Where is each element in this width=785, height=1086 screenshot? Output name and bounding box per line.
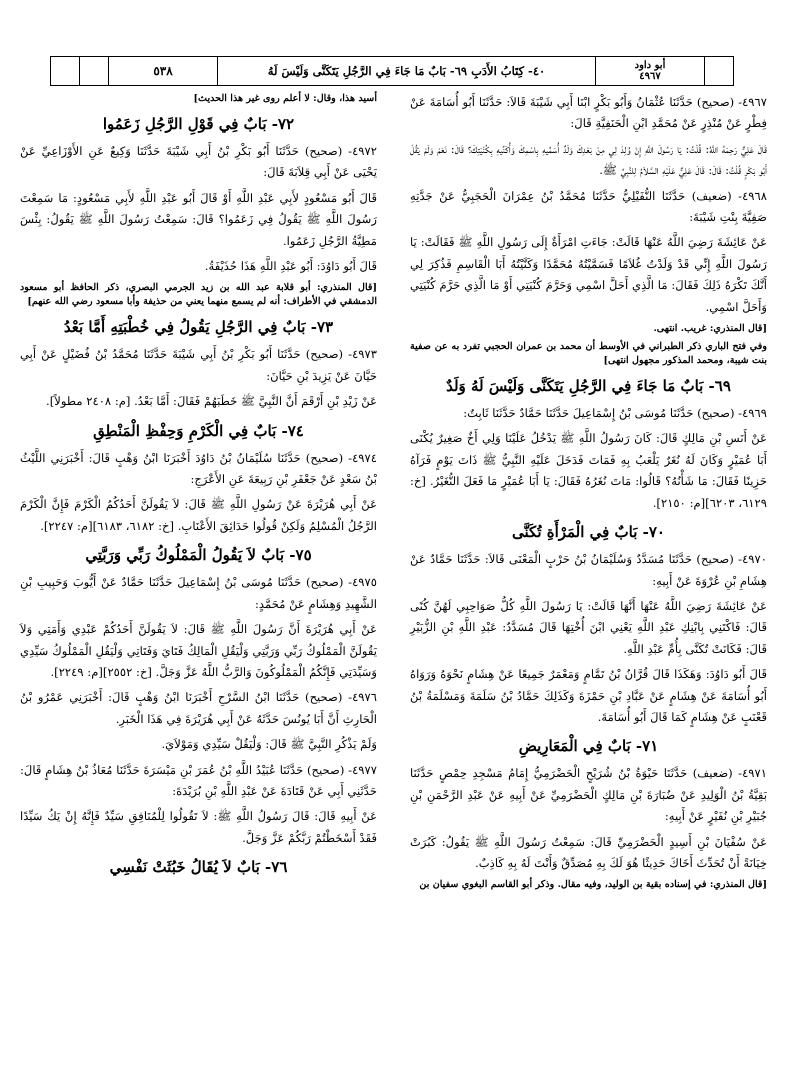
hadith-paragraph: ٤٩٧٦- (صحيح) حَدَّثَنَا ابْنُ السَّرْحِ أَخْبَرَنَا ابْنُ وَهْبٍ قَالَ: أَخْبَرَنِي عَمْرُو بْنُ الْحَارِثِ أَنَّ أَبَا يُونُسَ حَدَّثَهُ عَنْ أَبِي هُرَيْرَةَ فِي هَذَا الْخَبَرِ. [20,690,377,726]
commentary-note: [قال المنذري: أبو قلابة عبد الله بن زيد الجرمي البصري، ذكر الحافظ أبو مسعود الدمشقي في الأطراف: أنه لم يسمع منهما يعني من حذيفة وأبا مسعود رضي الله عنهم] [20,282,377,308]
chapter-heading: ٧٦- بَابٌ لاَ يُقَالُ خَبُثَتْ نَفْسِي [109,858,288,877]
hadith-paragraph: قَالَ عَلِيٌّ رَحِمَهُ اللَّهُ: قُلْتُ: يَا رَسُولَ اللَّهِ إِنْ وُلِدَ لِي مِنْ بَعْدِكَ وَلَدٌ أُسَمِّيهِ بِاسْمِكَ وَأُكَنِّيهِ بِكُنْيَتِكَ؟ قَالَ: نَعَمْ وَلَمْ يَقُلْ أَبُو بَكْرٍ قُلْتُ: قَالَ: قَالَ عَلِيٌّ عَلَيْهِ السَّلاَمُ لِلنَّبِيِّ ﷺ. [410,141,767,178]
right-column [410,92,767,896]
chapter-heading: ٧١- بَابٌ فِي الْمَعَارِيضِ [518,737,659,756]
hadith-paragraph: عَنْ أَبِي هُرَيْرَةَ أَنَّ رَسُولَ اللَّهِ ﷺ قَالَ: لاَ يَقُولَنَّ أَحَدُكُمْ عَبْدِي وَأَمَتِي وَلاَ يَقُولَنَّ الْمَمْلُوكُ رَبِّي وَرَبَّتِي وَلْيَقُلِ الْمَالِكُ فَتَايَ وَفَتَاتِي وَلْيَقُلِ الْمَمْلُوكُ سَيِّدِي وَسَيِّدَتِي فَإِنَّكُمُ الْمَمْلُوكُونَ وَالرَّبُّ اللَّهُ عَزَّ وَجَلَّ. [خ: ٢٥٥٢][م: ٢٢٤٩]. [20,622,377,679]
hadith-paragraph: ٤٩٧٥- (صحيح) حَدَّثَنَا مُوسَى بْنُ إِسْمَاعِيلَ حَدَّثَنَا حَمَّادٌ عَنْ أَيُّوبَ وَحَبِيبِ بْنِ الشَّهِيدِ وَهِشَامٍ عَنْ مُحَمَّدٍ: [20,575,377,611]
running-header [50,56,734,86]
hadith-paragraph: ٤٩٧٣- (صحيح) حَدَّثَنَا أَبُو بَكْرِ بْنُ أَبِي شَيْبَةَ حَدَّثَنَا مُحَمَّدُ بْنُ فُضَيْلٍ عَنْ أَبِي حَيَّانَ عَنْ يَزِيدَ بْنِ حَيَّانَ: [20,347,377,383]
hadith-paragraph: وَلَمْ يَذْكُرِ النَّبِيَّ ﷺ قَالَ: وَلْيَقُلْ سَيِّدِي وَمَوْلاَيَ. [161,737,377,752]
chapter-heading: ٧٢- بَابٌ فِي قَوْلِ الرَّجُلِ زَعَمُوا [102,115,295,133]
hadith-paragraph: عَنْ عَائِشَةَ رَضِيَ اللَّهُ عَنْهَا أَنَّهَا قَالَتْ: يَا رَسُولَ اللَّهِ كُلُّ صَوَاحِبِي لَهُنَّ كُنًى قَالَ: فَاكْتَنِي بِابْنِكِ عَبْدِ اللَّهِ يَعْنِي ابْنَ أُخْتِهَا قَالَ مُسَدَّدٌ: عَبْدِ اللَّهِ بْنِ الزُّبَيْرِ قَالَ: فَكَانَتْ تُكَنَّى بِأُمِّ عَبْدِ اللَّهِ. [410,598,767,656]
hadith-paragraph: عَنْ عَائِشَةَ رَضِيَ اللَّهُ عَنْهَا قَالَتْ: جَاءَتِ امْرَأَةٌ إِلَى رَسُولِ اللَّهِ ﷺ فَقَالَتْ: يَا رَسُولَ اللَّهِ إِنِّي قَدْ وَلَدْتُ غُلاَمًا فَسَمَّيْتُهُ مُحَمَّدًا وَكَنَّيْتُهُ أَبَا الْقَاسِمِ فَذُكِرَ لِي أَنَّكَ تَكْرَهُ ذَلِكَ فَقَالَ: مَا الَّذِي أَحَلَّ اسْمِي وَحَرَّمَ كُنْيَتِي أَوْ مَا الَّذِي حَرَّمَ كُنْيَتِي وَأَحَلَّ اسْمِي. [410,235,767,314]
commentary-note: أسيد هذا، وقال: لا أعلم روى غير هذا الحديث] [193,93,377,104]
header-cell-empty-right [705,57,733,85]
commentary-note: [قال المنذري: في إسناده بقية بن الوليد، وفيه مقال. وذكر أبو القاسم البغوي سفيان بن [419,879,767,891]
hadith-paragraph: ٤٩٧١- (ضعيف) حَدَّثَنَا حَيْوَةُ بْنُ شُرَيْحٍ الْحَضْرَمِيُّ إِمَامُ مَسْجِدِ حِمْصٍ حَدَّثَنَا بَقِيَّةُ بْنُ الْوَلِيدِ عَنْ ضُبَارَةَ بْنِ مَالِكٍ الْحَضْرَمِيِّ عَنْ أَبِيهِ عَنْ عَبْدِ الرَّحْمَنِ بْنِ جُبَيْرِ بْنِ نُفَيْرٍ عَنْ أَبِيهِ: [410,766,767,824]
hadith-paragraph: عَنْ أَنَسِ بْنِ مَالِكٍ قَالَ: كَانَ رَسُولُ اللَّهِ ﷺ يَدْخُلُ عَلَيْنَا وَلِي أَخٌ صَغِيرٌ يُكْنَى أَبَا عُمَيْرٍ وَكَانَ لَهُ نُغَرٌ يَلْعَبُ بِهِ فَمَاتَ فَدَخَلَ عَلَيْهِ النَّبِيُّ ﷺ ذَاتَ يَوْمٍ فَرَآهُ حَزِينًا فَقَالَ: مَا شَأْنُهُ؟ قَالُوا: مَاتَ نُغَرُهُ فَقَالَ: يَا أَبَا عُمَيْرٍ مَا فَعَلَ النُّغَيْرُ. [خ: ٦١٢٩، ٦٢٠٣][م: ٢١٥٠]. [410,431,767,510]
chapter-heading: ٧٥- بَابٌ لاَ يَقُولُ الْمَمْلُوكُ رَبِّي وَرَبَّتِي [85,546,312,565]
hadith-range: ٤٩٦٧ [639,71,661,82]
hadith-paragraph: ٤٩٧٤- (صحيح) حَدَّثَنَا سُلَيْمَانُ بْنُ دَاوُدَ أَخْبَرَنَا ابْنُ وَهْبٍ قَالَ: أَخْبَرَنِي اللَّيْثُ بْنُ سَعْدٍ عَنْ جَعْفَرِ بْنِ رَبِيعَةَ عَنِ الأَعْرَجِ: [20,450,377,487]
hadith-paragraph: قَالَ أَبُو مَسْعُودٍ لأَبِي عَبْدِ اللَّهِ أَوْ قَالَ أَبُو عَبْدِ اللَّهِ لأَبِي مَسْعُودٍ: مَا سَمِعْتَ رَسُولَ اللَّهِ ﷺ يَقُولُ فِي زَعَمُوا؟ قَالَ: سَمِعْتُ رَسُولَ اللَّهِ ﷺ يَقُولُ: بِئْسَ مَطِيَّةُ الرَّجُلِ زَعَمُوا. [20,190,377,248]
chapter-heading: ٧٠- بَابٌ فِي الْمَرْأَةِ تُكَنَّى [512,523,665,542]
page-number: ٥٣٨ [109,57,218,85]
hadith-paragraph: عَنْ أَبِي هُرَيْرَةَ عَنْ رَسُولِ اللَّهِ ﷺ قَالَ: لاَ يَقُولَنَّ أَحَدُكُمُ الْكَرْمَ فَإِنَّ الْكَرْمَ الرَّجُلُ الْمُسْلِمُ وَلَكِنْ قُولُوا حَدَائِقَ الأَعْنَابِ. [خ: ٦١٨٢، ٦١٨٣][م: ٢٢٤٧]. [20,497,377,533]
chapter-heading: ٦٩- بَابٌ مَا جَاءَ فِي الرَّجُلِ يَتَكَنَّى وَلَيْسَ لَهُ وَلَدٌ [446,377,731,396]
chapter-heading: ٧٣- بَابٌ فِي الرَّجُلِ يَقُولُ فِي خُطْبَتِهِ أَمَّا بَعْدُ [63,318,334,337]
left-column [20,92,377,884]
hadith-paragraph: قَالَ أَبُو دَاوُدَ: أَبُو عَبْدِ اللَّهِ هَذَا حُذَيْفَةُ. [204,259,377,274]
hadith-paragraph: ٤٩٧٧- (صحيح) حَدَّثَنَا عُبَيْدُ اللَّهِ بْنُ عُمَرَ بْنِ مَيْسَرَةَ حَدَّثَنَا مُعَاذُ بْنُ هِشَامٍ قَالَ: حَدَّثَنِي أَبِي عَنْ قَتَادَةَ عَنْ عَبْدِ اللَّهِ بْنِ بُرَيْدَةَ: [20,762,377,798]
hadith-paragraph: ٤٩٦٨- (ضعيف) حَدَّثَنَا النُّفَيْلِيُّ حَدَّثَنَا مُحَمَّدُ بْنُ عِمْرَانَ الْحَجَبِيُّ عَنْ جَدَّتِهِ صَفِيَّةَ بِنْتِ شَيْبَةَ: [410,188,767,225]
header-cell-empty [80,57,109,85]
hadith-paragraph: عَنْ زَيْدِ بْنِ أَرْقَمَ أَنَّ النَّبِيَّ ﷺ خَطَبَهُمْ فَقَالَ: أَمَّا بَعْدُ. [م: ٢٤٠٨ مطولاً]. [46,394,377,409]
commentary-note: وفي فتح الباري ذكر الطبراني في الأوسط أن محمد بن عمران الحجبي تفرد به عن صفية بنت شيبة، ومحمد المذكور مجهول انتهى] [410,341,767,367]
hadith-paragraph: قَالَ أَبُو دَاوُدَ: وَهَكَذَا قَالَ قُرَّانُ بْنُ تَمَّامٍ وَمَعْمَرٌ جَمِيعًا عَنْ هِشَامٍ نَحْوَهُ وَرَوَاهُ أَبُو أُسَامَةَ عَنْ هِشَامٍ عَنْ عَبَّادِ بْنِ حَمْزَةَ وَكَذَلِكَ حَمَّادُ بْنُ سَلَمَةَ وَمَسْلَمَةُ بْنُ قَعْنَبٍ عَنْ هِشَامٍ كَمَا قَالَ أَبُو أُسَامَةَ. [410,667,767,724]
chapter-heading: ٧٤- بَابٌ فِي الْكَرْمِ وَحِفْظِ الْمَنْطِقِ [93,421,304,440]
hadith-paragraph: ٤٩٧٢- (صحيح) حَدَّثَنَا أَبُو بَكْرِ بْنُ أَبِي شَيْبَةَ حَدَّثَنَا وَكِيعٌ عَنِ الأَوْزَاعِيِّ عَنْ يَحْيَى عَنْ أَبِي قِلاَبَةَ قَالَ: [20,144,377,180]
hadith-range-cell [596,57,705,85]
running-title: ٤٠- كِتَابُ الأَدَبِ ٦٩- بَابٌ مَا جَاءَ فِي الرَّجُلِ يَتَكَنَّى وَلَيْسَ لَهُ [218,57,596,85]
hadith-paragraph: عَنْ أَبِيهِ قَالَ: قَالَ رَسُولُ اللَّهِ ﷺ: لاَ تَقُولُوا لِلْمُنَافِقِ سَيِّدٌ فَإِنَّهُ إِنْ يَكُ سَيِّدًا فَقَدْ أَسْخَطْتُمْ رَبَّكُمْ عَزَّ وَجَلَّ. [20,809,377,845]
book-name: أبو داود [634,60,666,71]
hadith-paragraph: عَنْ سُفْيَانَ بْنِ أَسِيدٍ الْحَضْرَمِيِّ قَالَ: سَمِعْتُ رَسُولَ اللَّهِ ﷺ يَقُولُ: كَبُرَتْ خِيَانَةً أَنْ تُحَدِّثَ أَخَاكَ حَدِيثًا هُوَ لَكَ بِهِ مُصَدِّقٌ وَأَنْتَ لَهُ بِهِ كَاذِبٌ. [410,834,767,870]
hadith-paragraph: ٤٩٦٩- (صحيح) حَدَّثَنَا مُوسَى بْنُ إِسْمَاعِيلَ حَدَّثَنَا حَمَّادٌ حَدَّثَنَا ثَابِتٌ: [463,406,767,421]
hadith-paragraph: ٤٩٧٠- (صحيح) حَدَّثَنَا مُسَدَّدٌ وَسُلَيْمَانُ بْنُ حَرْبٍ الْمَعْنَى قَالاَ: حَدَّثَنَا حَمَّادٌ عَنْ هِشَامِ بْنِ عُرْوَةَ عَنْ أَبِيهِ: [410,552,767,588]
commentary-note: [قال المنذري: غريب. انتهى. [653,323,767,335]
header-cell-empty-left [51,57,80,85]
hadith-paragraph: ٤٩٦٧- (صحيح) حَدَّثَنَا عُثْمَانُ وَأَبُو بَكْرٍ ابْنَا أَبِي شَيْبَةَ قَالاَ: حَدَّثَنَا أَبُو أُسَامَةَ عَنْ فِطْرٍ عَنْ مُنْذِرٍ عَنْ مُحَمَّدِ ابْنِ الْحَنَفِيَّةِ قَالَ: [410,95,767,131]
